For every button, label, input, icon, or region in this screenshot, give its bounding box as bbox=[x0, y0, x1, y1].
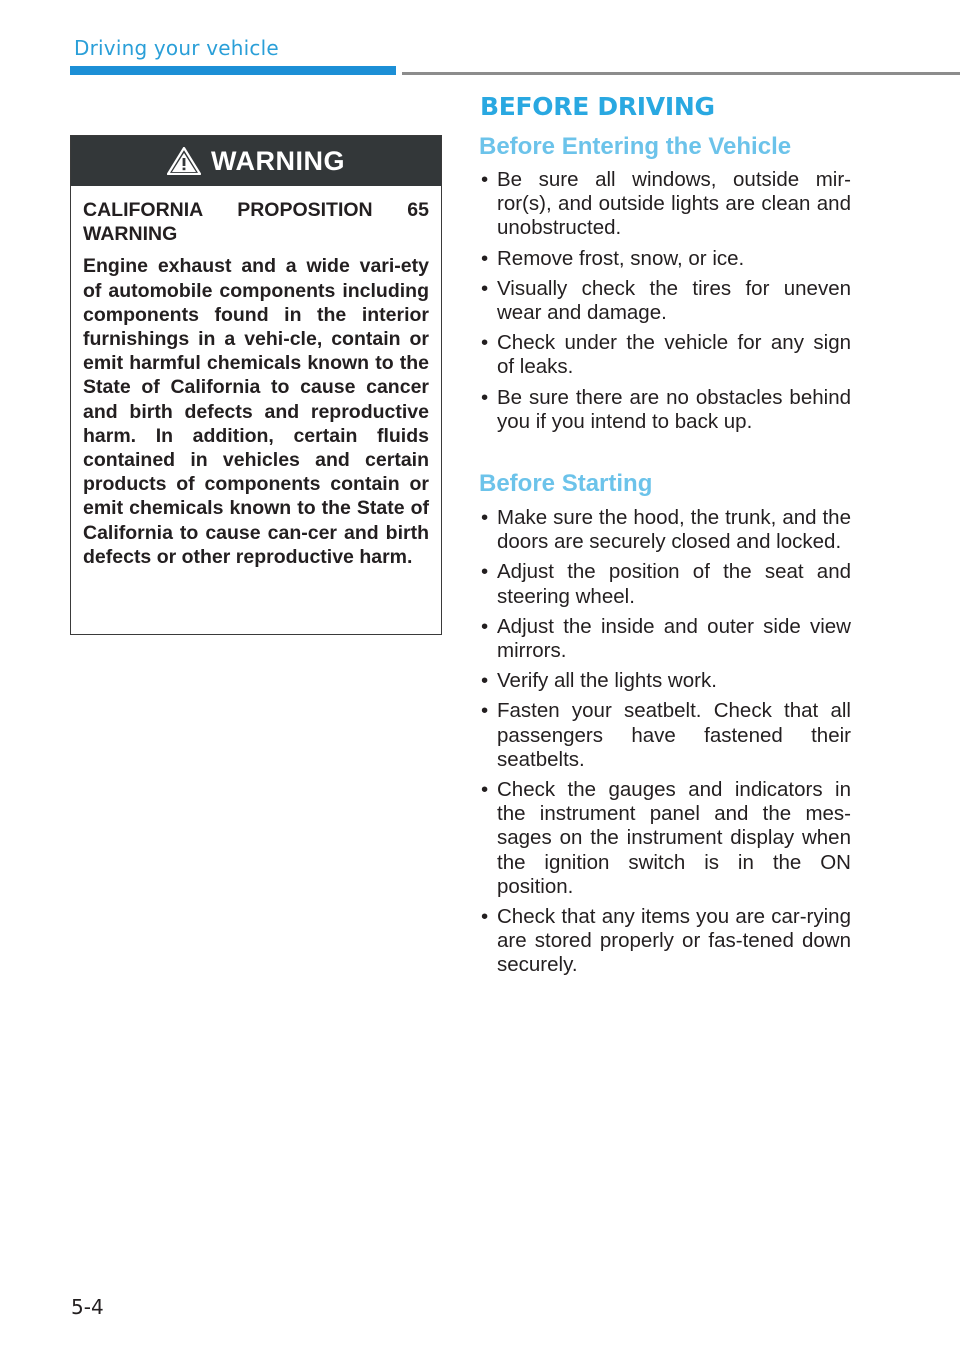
list-item: • Verify all the lights work. bbox=[479, 669, 851, 693]
list-item: • Check the gauges and indicators in the instrument panel and the mes-sages on the instrument display when the ignition switch is in the ON position. bbox=[479, 778, 851, 899]
list-item: • Make sure the hood, the trunk, and the doors are securely closed and locked. bbox=[479, 506, 851, 554]
warning-box bbox=[70, 135, 442, 635]
list-item: • Be sure there are no obstacles behind you if you intend to back up. bbox=[479, 386, 851, 434]
list-item: • Be sure all windows, outside mir-ror(s), and outside lights are clean and unobstructed. bbox=[479, 168, 851, 241]
before-starting-list bbox=[479, 506, 851, 984]
list-item: • Fasten your seatbelt. Check that all passengers have fastened their seatbelts. bbox=[479, 699, 851, 772]
list-item: • Adjust the position of the seat and steering wheel. bbox=[479, 560, 851, 608]
section-title: BEFORE DRIVING bbox=[480, 92, 715, 121]
list-item: • Check that any items you are car-rying are stored properly or fas-tened down securely. bbox=[479, 905, 851, 978]
page-number: 5-4 bbox=[71, 1295, 104, 1319]
warning-header bbox=[71, 136, 441, 186]
before-starting-heading: Before Starting bbox=[479, 470, 653, 497]
list-item: • Remove frost, snow, or ice. bbox=[479, 247, 851, 271]
warning-text: Engine exhaust and a wide vari-ety of automobile components including components found in the interior furnishings in a vehi-cle, contain or emit harmful chemicals known to the State of California to cause cancer and birth defects and reproductive harm. In addition, certain fluids contained in vehicles and certain products of components contain or emit chemicals known to the State of California to cause can-cer and birth defects or other reproductive harm. bbox=[83, 255, 429, 568]
chapter-title: Driving your vehicle bbox=[74, 36, 279, 60]
before-entering-heading: Before Entering the Vehicle bbox=[479, 133, 792, 160]
warning-title: CALIFORNIA PROPOSITION 65 WARNING bbox=[83, 199, 429, 246]
header-accent-bar bbox=[70, 66, 396, 75]
warning-body bbox=[71, 186, 441, 569]
list-item: • Visually check the tires for uneven wear and damage. bbox=[479, 277, 851, 325]
before-entering-list bbox=[479, 168, 851, 440]
list-item: • Adjust the inside and outer side view mirrors. bbox=[479, 615, 851, 663]
header-divider bbox=[402, 72, 960, 75]
warning-label: WARNING bbox=[211, 145, 345, 176]
list-item: • Check under the vehicle for any sign of leaks. bbox=[479, 331, 851, 379]
warning-triangle-icon bbox=[167, 147, 201, 175]
